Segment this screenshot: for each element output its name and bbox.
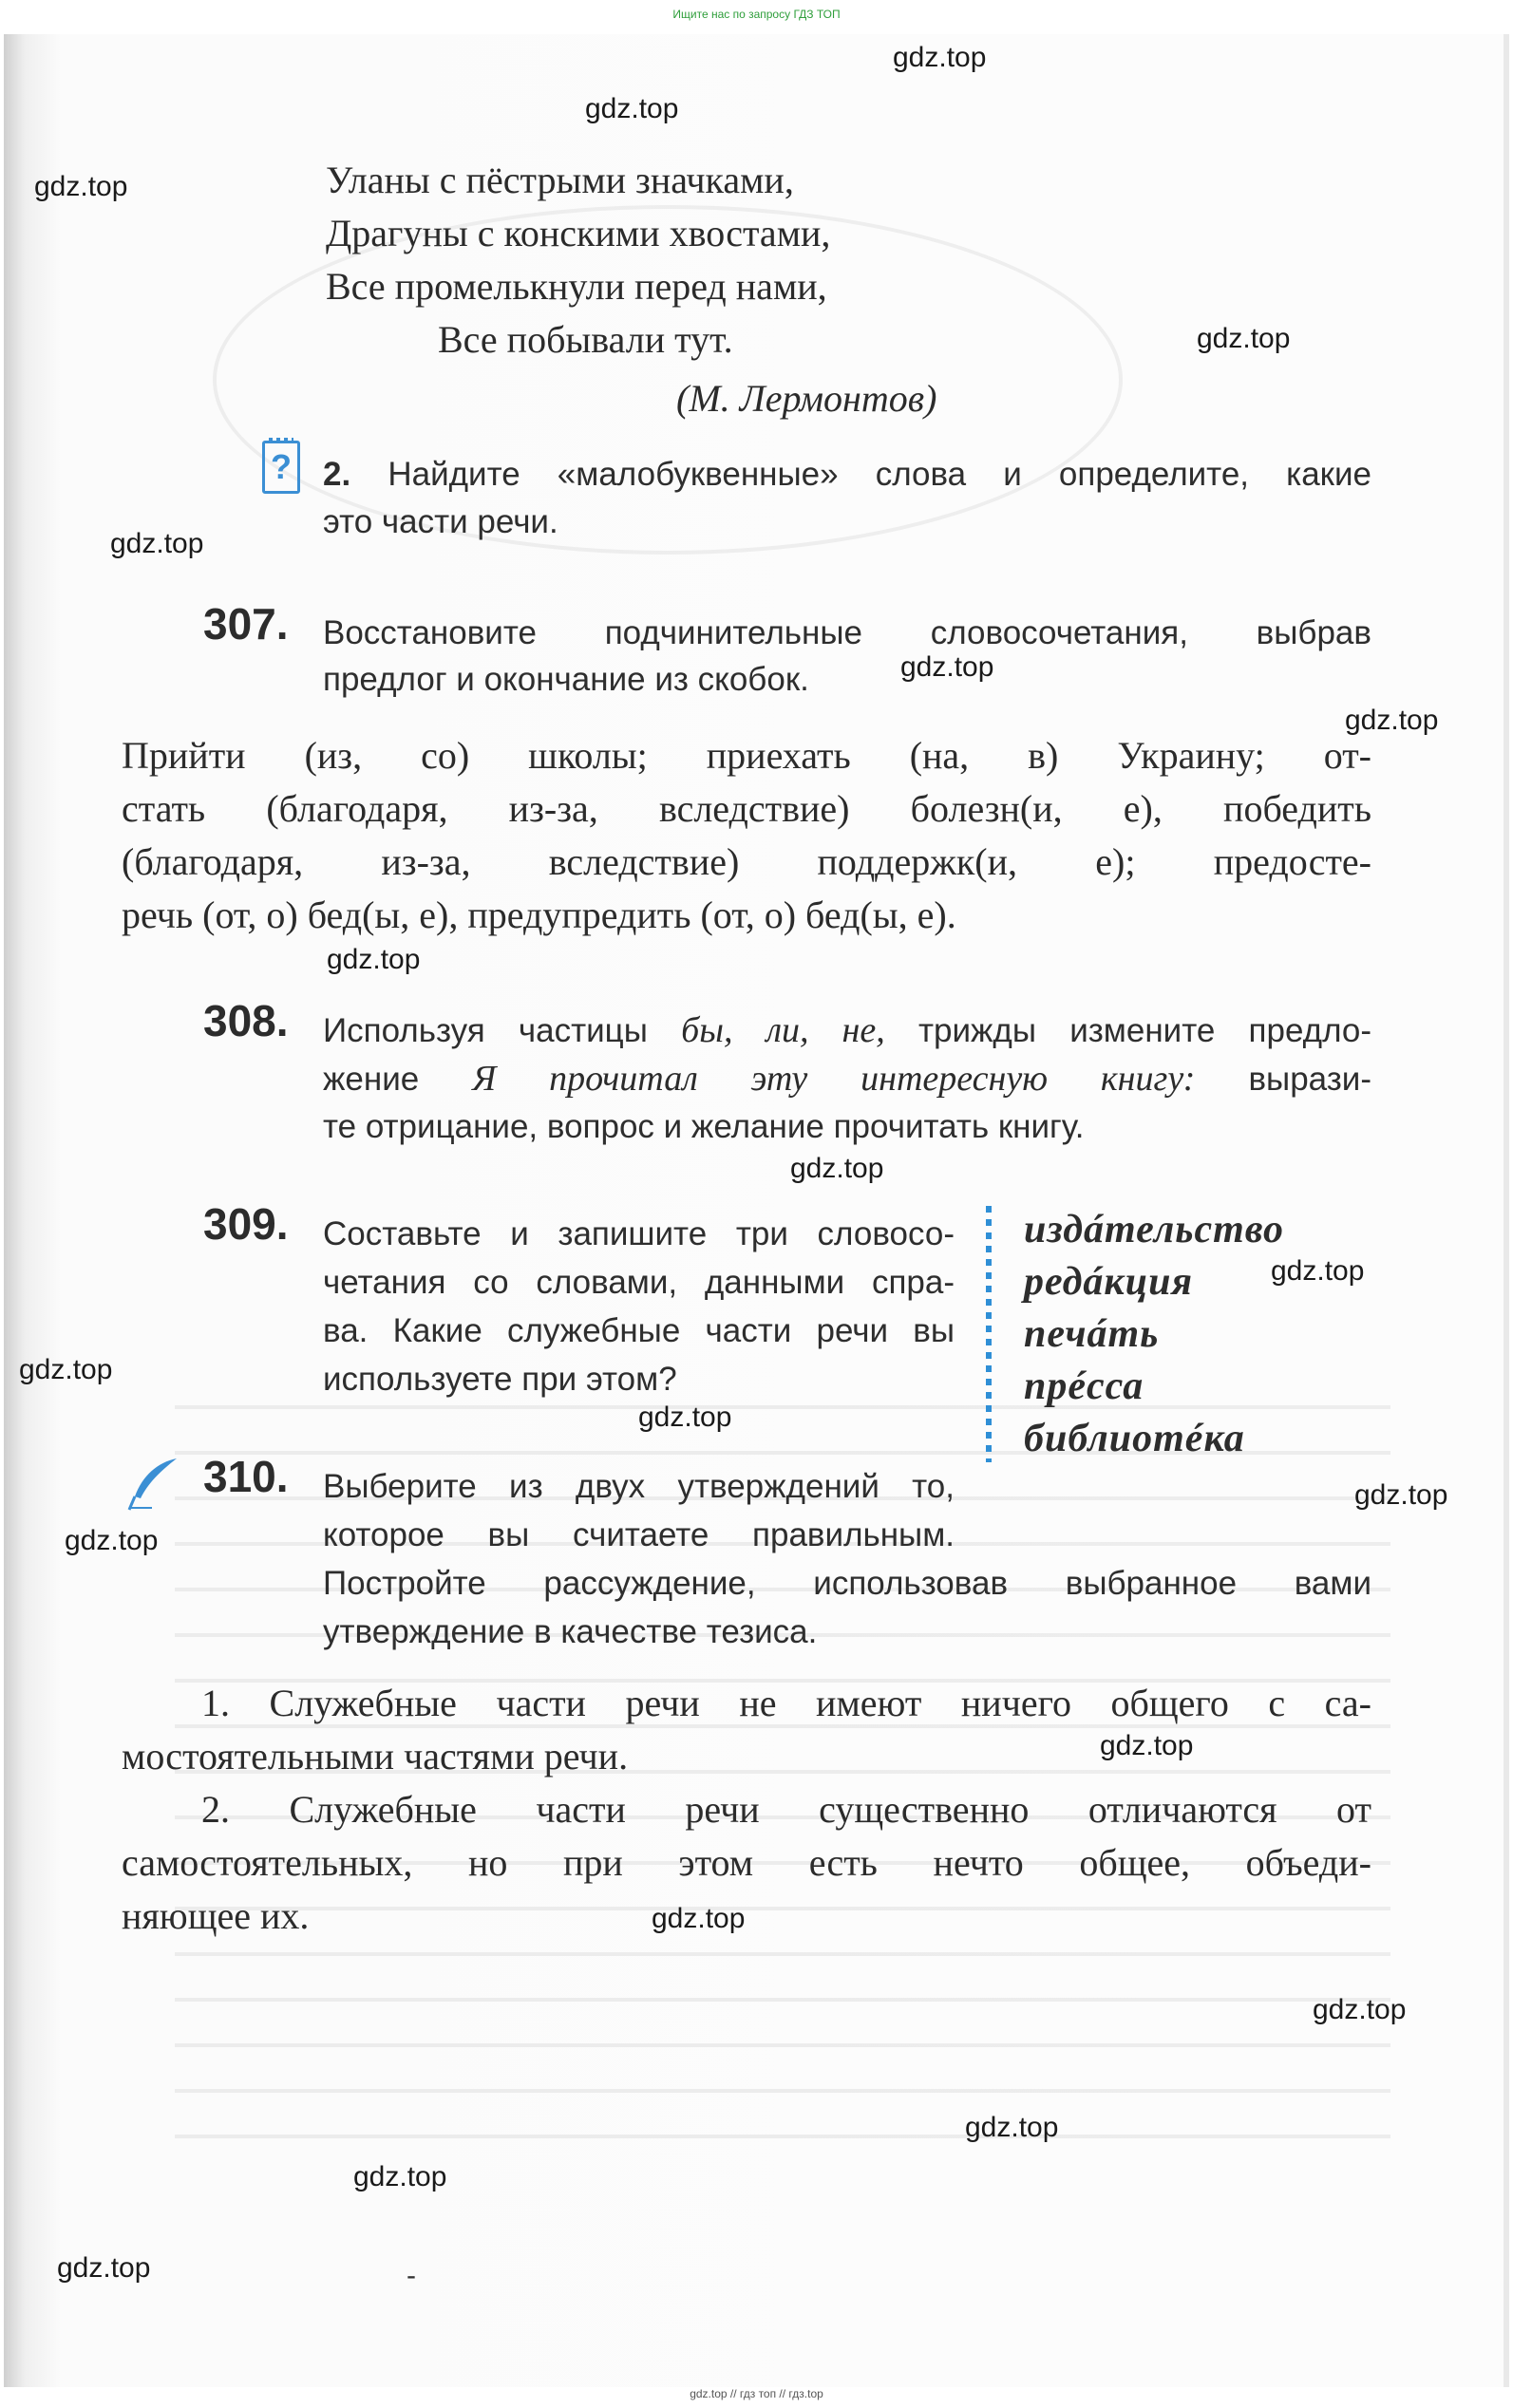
- watermark: gdz.top: [1100, 1730, 1194, 1761]
- instruction-line: четания со словами, данными спра-: [323, 1264, 955, 1301]
- instruction-text: трижды измените предло-: [884, 1012, 1372, 1049]
- statement-line: 1. Служебные части речи не имеют ничего общего с са-: [201, 1682, 1371, 1724]
- instruction-line: предлог и окончание из скобок.: [323, 661, 809, 698]
- watermark: gdz.top: [638, 1402, 732, 1433]
- word-item: редáкция: [1024, 1260, 1194, 1304]
- task-307-instruction: [323, 610, 1371, 703]
- poem-line: Все побывали тут.: [438, 318, 733, 361]
- feather-pen-icon: [123, 1455, 180, 1512]
- task-number-310: 310.: [203, 1452, 289, 1501]
- header-search-note: Ищите нас по запросу ГДЗ ТОП: [672, 8, 841, 21]
- instruction-line: Составьте и запишите три словосо-: [323, 1215, 955, 1252]
- word-item: библиотéка: [1024, 1417, 1245, 1460]
- instruction-line: которое вы считаете правильным.: [323, 1516, 955, 1553]
- particles: бы, ли, не,: [681, 1010, 885, 1050]
- watermark: gdz.top: [1197, 323, 1291, 354]
- question-notebook-icon: ?: [262, 441, 300, 494]
- watermark: gdz.top: [19, 1354, 113, 1385]
- page-edge: [1504, 34, 1509, 2387]
- watermark: gdz.top: [34, 171, 128, 202]
- watermark: gdz.top: [327, 944, 421, 975]
- watermark: gdz.top: [1345, 705, 1439, 736]
- instruction-line: ва. Какие служебные части речи вы: [323, 1312, 955, 1349]
- watermark: gdz.top: [57, 2252, 151, 2284]
- instruction-text: вырази-: [1195, 1061, 1371, 1098]
- watermark: gdz.top: [110, 528, 204, 559]
- task-number-309: 309.: [203, 1199, 289, 1249]
- watermark: gdz.top: [900, 651, 994, 683]
- exercise-line: Прийти (из, со) школы; приехать (на, в) Украину; от-: [122, 734, 1371, 777]
- instruction-line: утверждение в качестве тезиса.: [323, 1613, 818, 1650]
- word-item: прéсса: [1024, 1364, 1144, 1408]
- watermark: gdz.top: [1354, 1479, 1448, 1511]
- watermark: gdz.top: [353, 2161, 447, 2192]
- page-mark: -: [407, 2260, 416, 2291]
- footer-note: gdz.top // гдз топ // гдз.top: [690, 2387, 823, 2400]
- poem-line: Уланы с пёстрыми значками,: [326, 159, 794, 201]
- word-item: печáть: [1024, 1312, 1160, 1356]
- statement-line: самостоятельных, но при этом есть нечто общее, объеди-: [122, 1841, 1371, 1884]
- watermark: gdz.top: [1271, 1255, 1365, 1287]
- exercise-line: речь (от, о) бед(ы, е), предупредить (от, о) бед(ы, е).: [122, 894, 956, 936]
- task-310-instruction: [323, 1462, 1371, 1656]
- task-308-instruction: [323, 1006, 1371, 1151]
- task-307-exercise-text: [122, 729, 1371, 942]
- subtask-number: 2.: [323, 456, 351, 493]
- statement-line: няющее их.: [122, 1894, 310, 1937]
- instruction-line: используете при этом?: [323, 1361, 677, 1398]
- task-309-instruction: [323, 1210, 955, 1403]
- task-309-word-list: [1024, 1204, 1284, 1465]
- subtask-text: Найдите «малобуквенные» слова и определите, какие: [388, 456, 1371, 493]
- instruction-line: Постройте рассуждение, использовав выбранное вами: [323, 1565, 1371, 1602]
- task-number-307: 307.: [203, 599, 289, 649]
- instruction-text: те отрицание, вопрос и желание прочитать книгу.: [323, 1108, 1085, 1145]
- statement-line: 2. Служебные части речи существенно отличаются от: [201, 1788, 1371, 1831]
- poem-line: Все промелькнули перед нами,: [326, 265, 827, 308]
- instruction-text: жение: [323, 1061, 473, 1098]
- poem-line: Драгуны с конскими хвостами,: [326, 212, 831, 254]
- watermark: gdz.top: [790, 1153, 884, 1184]
- subtask-text: это части речи.: [323, 503, 558, 540]
- statement-line: мостоятельными частями речи.: [122, 1735, 629, 1778]
- watermark: gdz.top: [65, 1525, 159, 1556]
- instruction-line: Выберите из двух утверждений то,: [323, 1468, 955, 1505]
- instruction-line: Восстановите подчинительные словосочетания, выбрав: [323, 614, 1371, 651]
- watermark: gdz.top: [652, 1903, 746, 1934]
- exercise-line: (благодаря, из-за, вследствие) поддержк(и, е); предосте-: [122, 840, 1371, 883]
- task-306-part2: [323, 450, 1371, 545]
- watermark: gdz.top: [585, 93, 679, 124]
- watermark: gdz.top: [1313, 1994, 1407, 2025]
- instruction-text: Используя частицы: [323, 1012, 682, 1049]
- word-item: издáтельство: [1024, 1208, 1285, 1251]
- poem: [326, 154, 830, 367]
- watermark: gdz.top: [965, 2112, 1059, 2143]
- task-310-statements: [122, 1677, 1371, 1943]
- exercise-line: стать (благодаря, из-за, вследствие) болезн(и, е), победить: [122, 787, 1371, 830]
- task-number-308: 308.: [203, 996, 289, 1045]
- watermark: gdz.top: [893, 42, 987, 73]
- dotted-divider: [986, 1206, 992, 1462]
- poem-author: (М. Лермонтов): [676, 377, 937, 420]
- example-sentence: Я прочитал эту интересную книгу:: [472, 1059, 1196, 1099]
